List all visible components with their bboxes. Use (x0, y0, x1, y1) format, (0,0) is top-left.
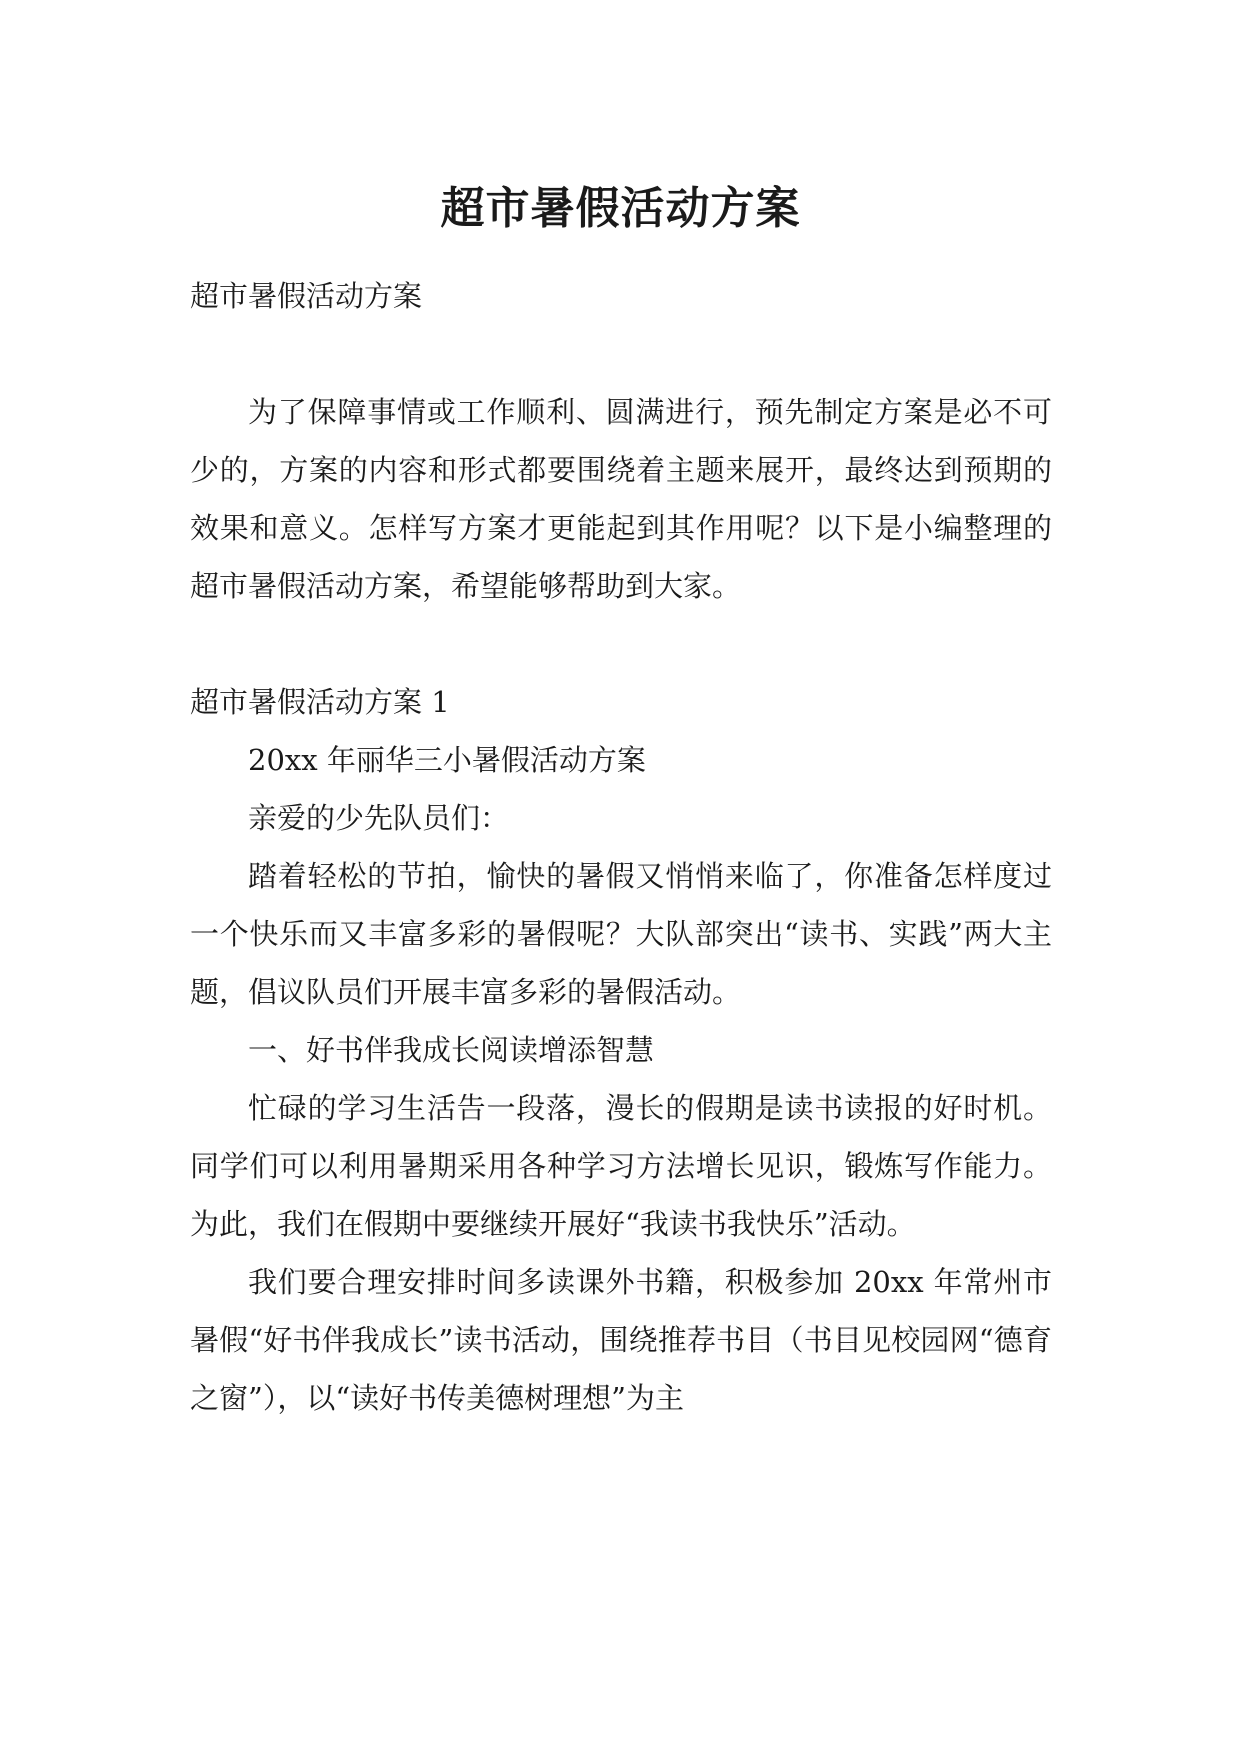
document-title: 超市暑假活动方案 (440, 183, 801, 235)
body-paragraph: 忙碌的学习生活告一段落，漫长的假期是读书读报的好时机。同学们可以利用暑期采用各种学习方法增长见识，锻炼写作能力。为此，我们在假期中要继续开展好“我读书我快乐”活动。 (190, 1091, 1052, 1241)
spacer (190, 325, 1052, 383)
body-paragraph: 我们要合理安排时间多读课外书籍，积极参加 20xx 年常州市暑假“好书伴我成长”读书活动，围绕推荐书目（书目见校园网“德育之窗”），以“读好书传美德树理想”为主 (190, 1265, 1052, 1415)
subsection-heading: 一、好书伴我成长阅读增添智慧 (248, 1033, 655, 1067)
plan-title-line: 20xx 年丽华三小暑假活动方案 (248, 743, 646, 777)
spacer (190, 615, 1052, 673)
document-subtitle: 超市暑假活动方案 (190, 279, 423, 313)
intro-paragraph: 为了保障事情或工作顺利、圆满进行，预先制定方案是必不可少的，方案的内容和形式都要围绕着主题来展开，最终达到预期的效果和意义。怎样写方案才更能起到其作用呢？以下是小编整理的超市暑假活动方案，希望能够帮助到大家。 (190, 395, 1052, 603)
document-body (190, 267, 1052, 1427)
section-heading: 超市暑假活动方案 1 (190, 685, 450, 719)
salutation-line: 亲爱的少先队员们： (248, 801, 510, 835)
body-paragraph: 踏着轻松的节拍，愉快的暑假又悄悄来临了，你准备怎样度过一个快乐而又丰富多彩的暑假呢？大队部突出“读书、实践”两大主题，倡议队员们开展丰富多彩的暑假活动。 (190, 859, 1052, 1009)
